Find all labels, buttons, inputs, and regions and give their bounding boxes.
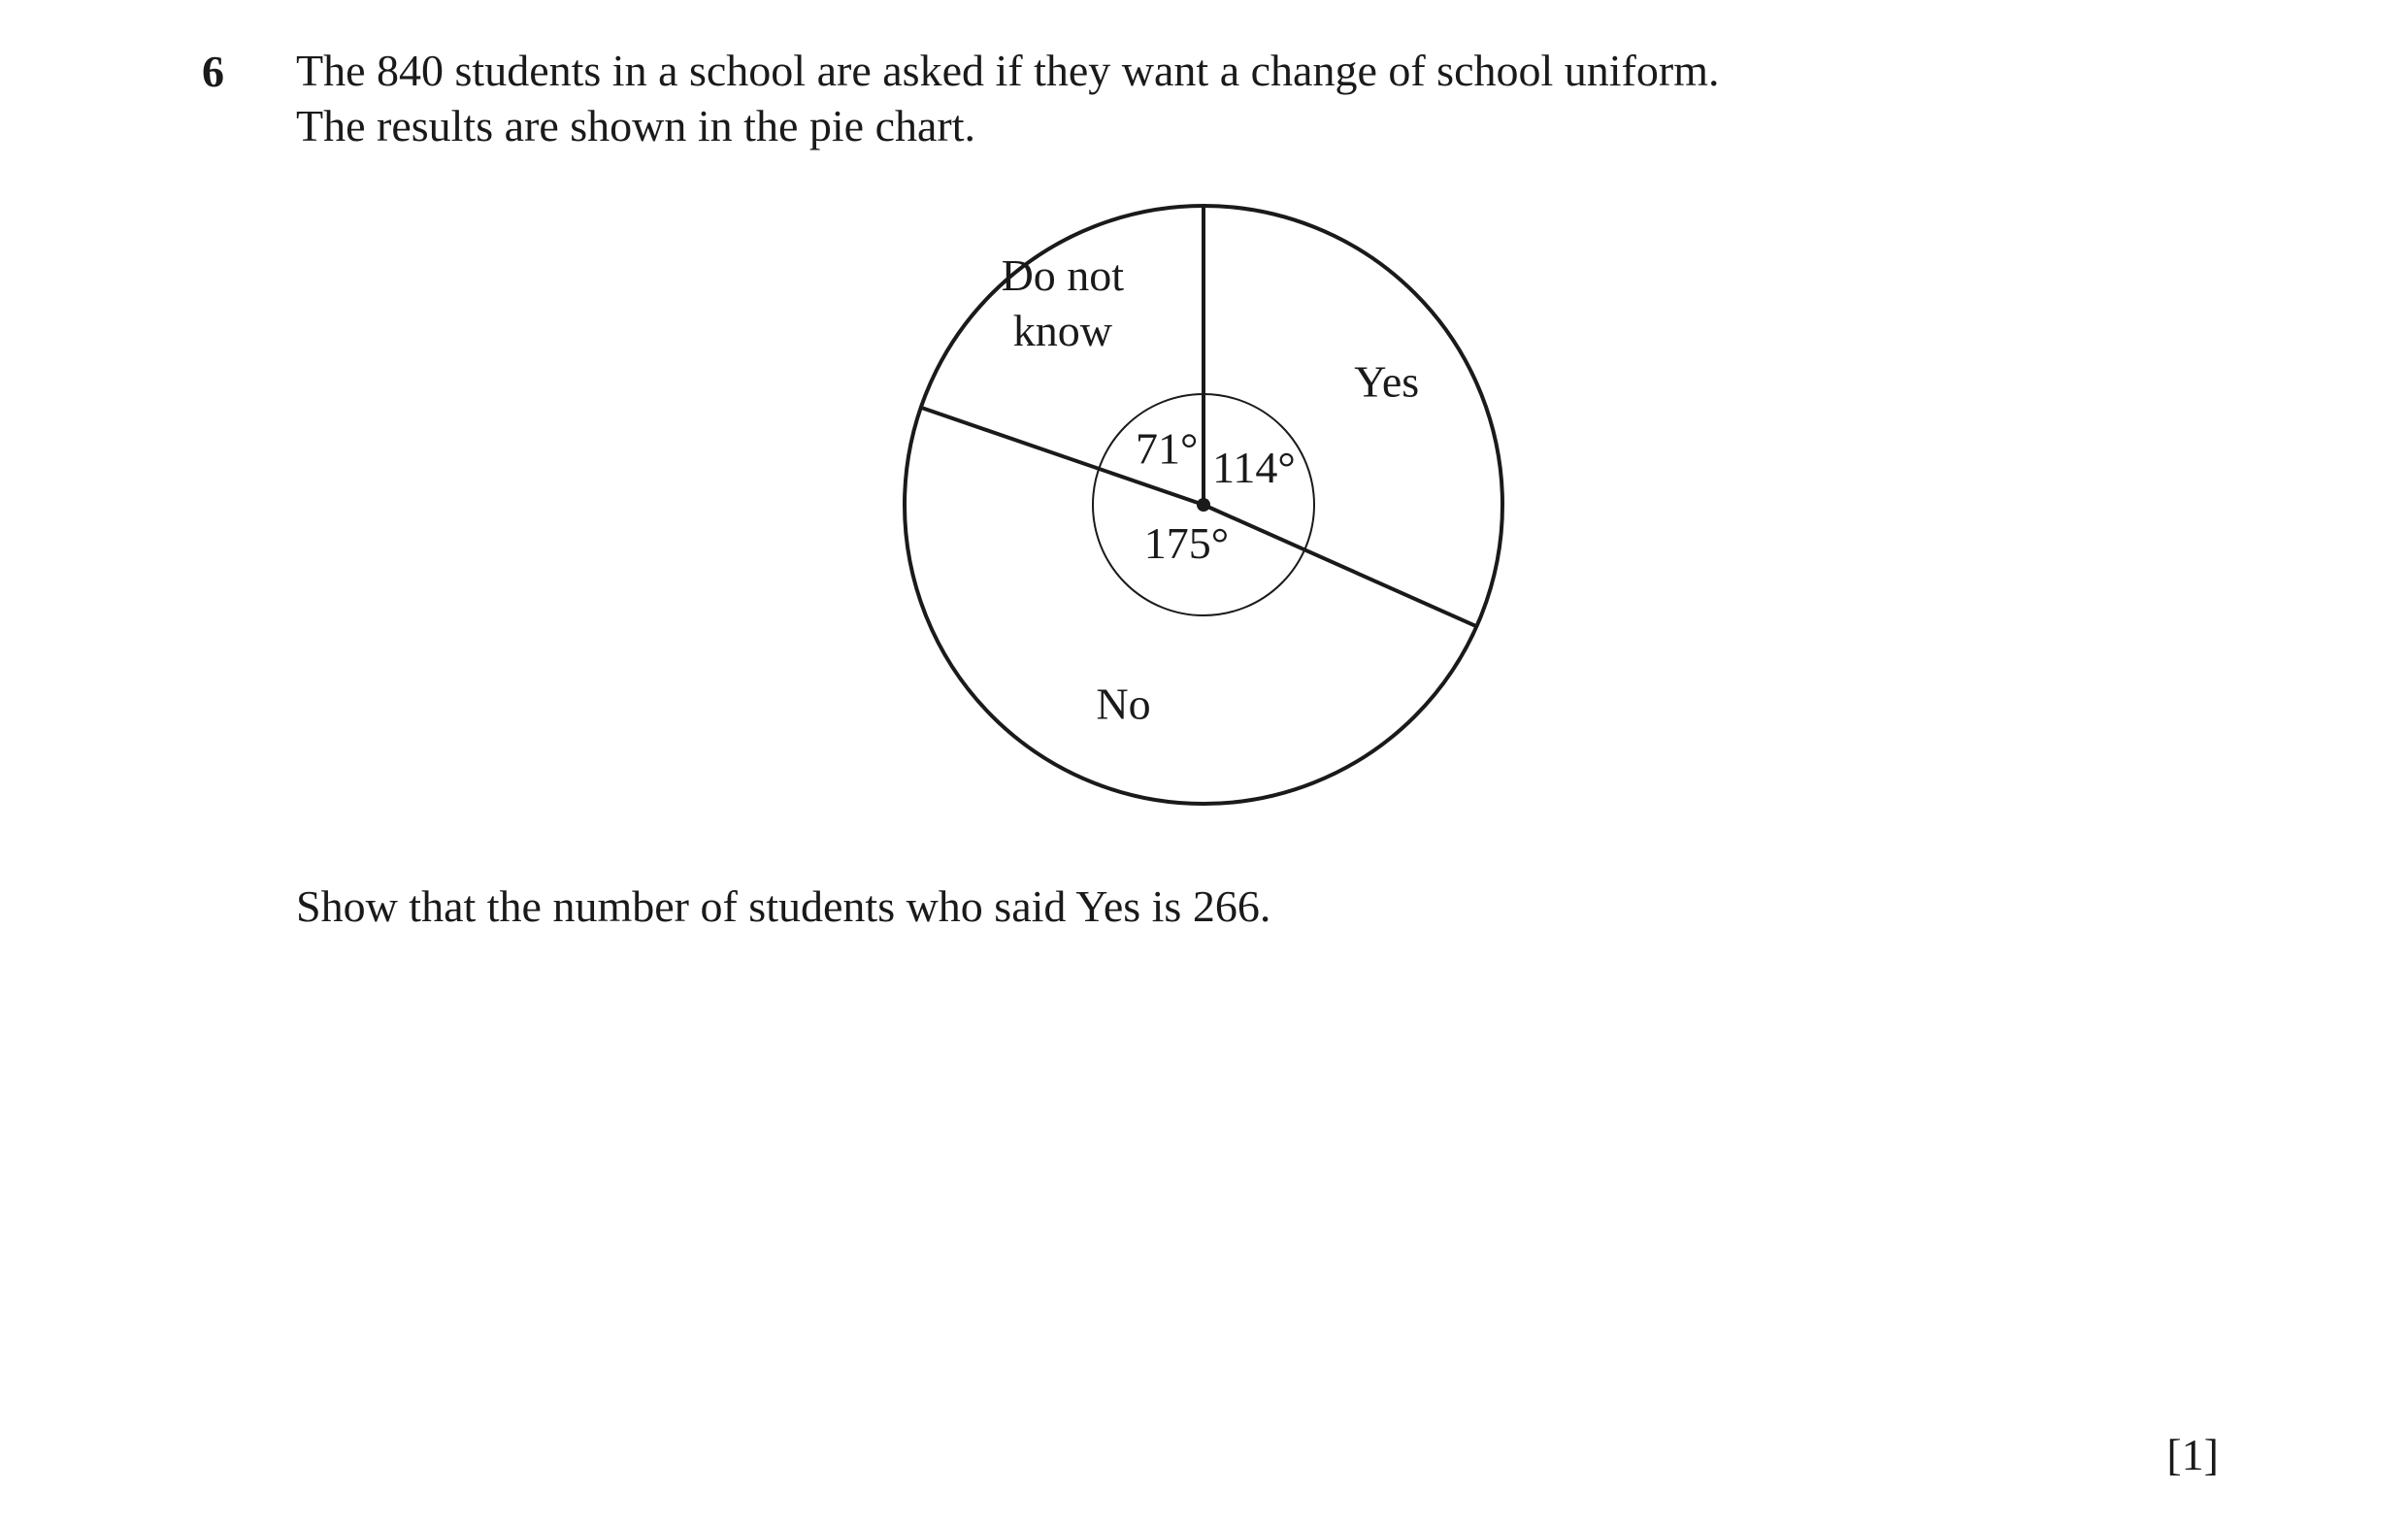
- question-intro: [296, 43, 1719, 153]
- slice-label: No: [1096, 678, 1151, 728]
- intro-line: The results are shown in the pie chart.: [296, 101, 975, 150]
- intro-line: The 840 students in a school are asked if they want a change of school uniform.: [296, 46, 1720, 95]
- slice-label: Do not know: [1001, 249, 1125, 355]
- center-point: [1197, 498, 1210, 512]
- question-task: Show that the number of students who said Yes is 266.: [296, 881, 1271, 931]
- slice-angle-label: 71°: [1136, 423, 1199, 474]
- question-number: 6: [202, 47, 224, 96]
- marks-allocation: [1]: [2166, 1430, 2219, 1479]
- slice-angle-label: 114°: [1212, 442, 1296, 492]
- slice-angle-label: 175°: [1143, 518, 1230, 569]
- slice-label: Yes: [1354, 356, 1420, 407]
- pie-chart: [874, 175, 1572, 874]
